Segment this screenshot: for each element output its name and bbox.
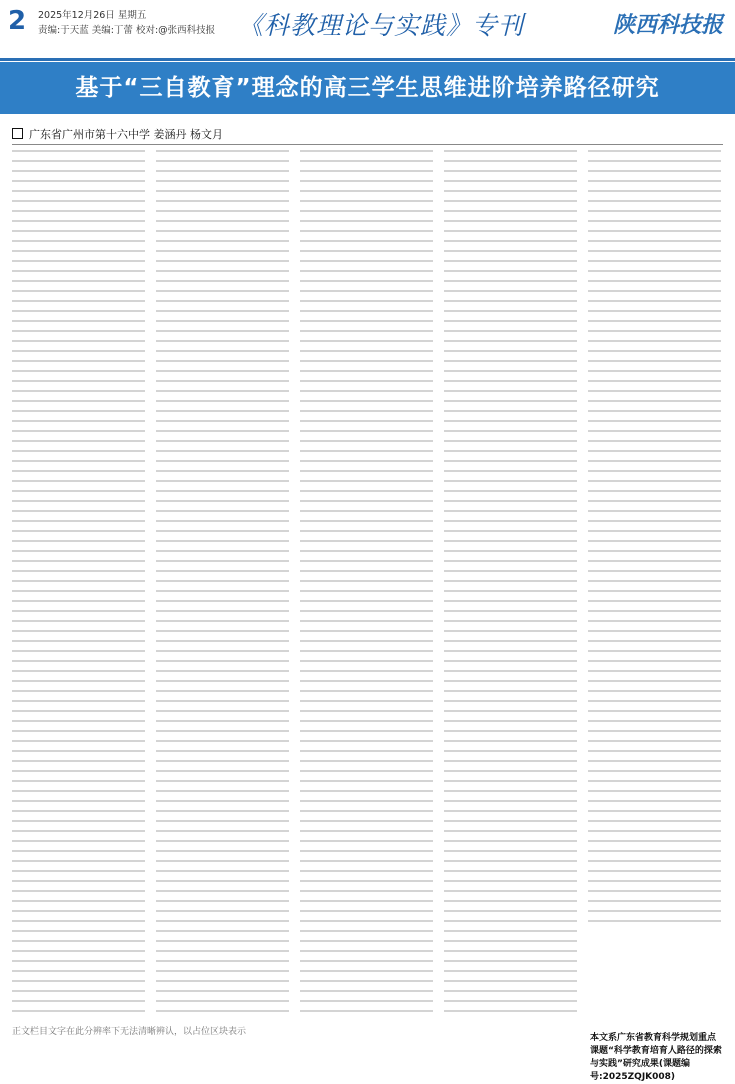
newspaper-logo: 陕西科技报 — [612, 12, 723, 38]
page-number: 2 — [8, 6, 27, 36]
text-column-placeholder — [12, 150, 145, 1020]
page-header — [0, 0, 735, 61]
article-headline: 基于“三自教育”理念的高三学生思维进阶培养路径研究 — [75, 75, 660, 101]
text-column-placeholder — [300, 150, 433, 1020]
text-column-placeholder — [444, 150, 577, 1020]
author-line — [12, 126, 223, 142]
text-column-placeholder — [588, 150, 721, 930]
date-line: 2025年12月26日 星期五 — [38, 10, 147, 21]
special-issue-title: 《科教理论与实践》专刊 — [238, 11, 525, 40]
header-meta — [38, 8, 215, 38]
text-column-placeholder — [156, 150, 289, 1020]
headline-banner — [0, 62, 735, 114]
placeholder-note: 正文栏目文字在此分辨率下无法清晰辨认，以占位区块表示 — [12, 1027, 247, 1037]
divider — [12, 144, 723, 145]
editors-line: 责编:于天蓝 美编:丁蕾 校对:@张西科技报 — [38, 25, 216, 36]
fund-note: 本文系广东省教育科学规划重点课题“科学教育培育人路径的探索与实践”研究成果(课题编号:2025ZQJK008) — [590, 1033, 722, 1082]
article-body — [12, 150, 723, 1020]
square-bullet-icon — [12, 128, 23, 139]
author-text: 广东省广州市第十六中学 姜涵丹 杨文月 — [29, 128, 223, 141]
